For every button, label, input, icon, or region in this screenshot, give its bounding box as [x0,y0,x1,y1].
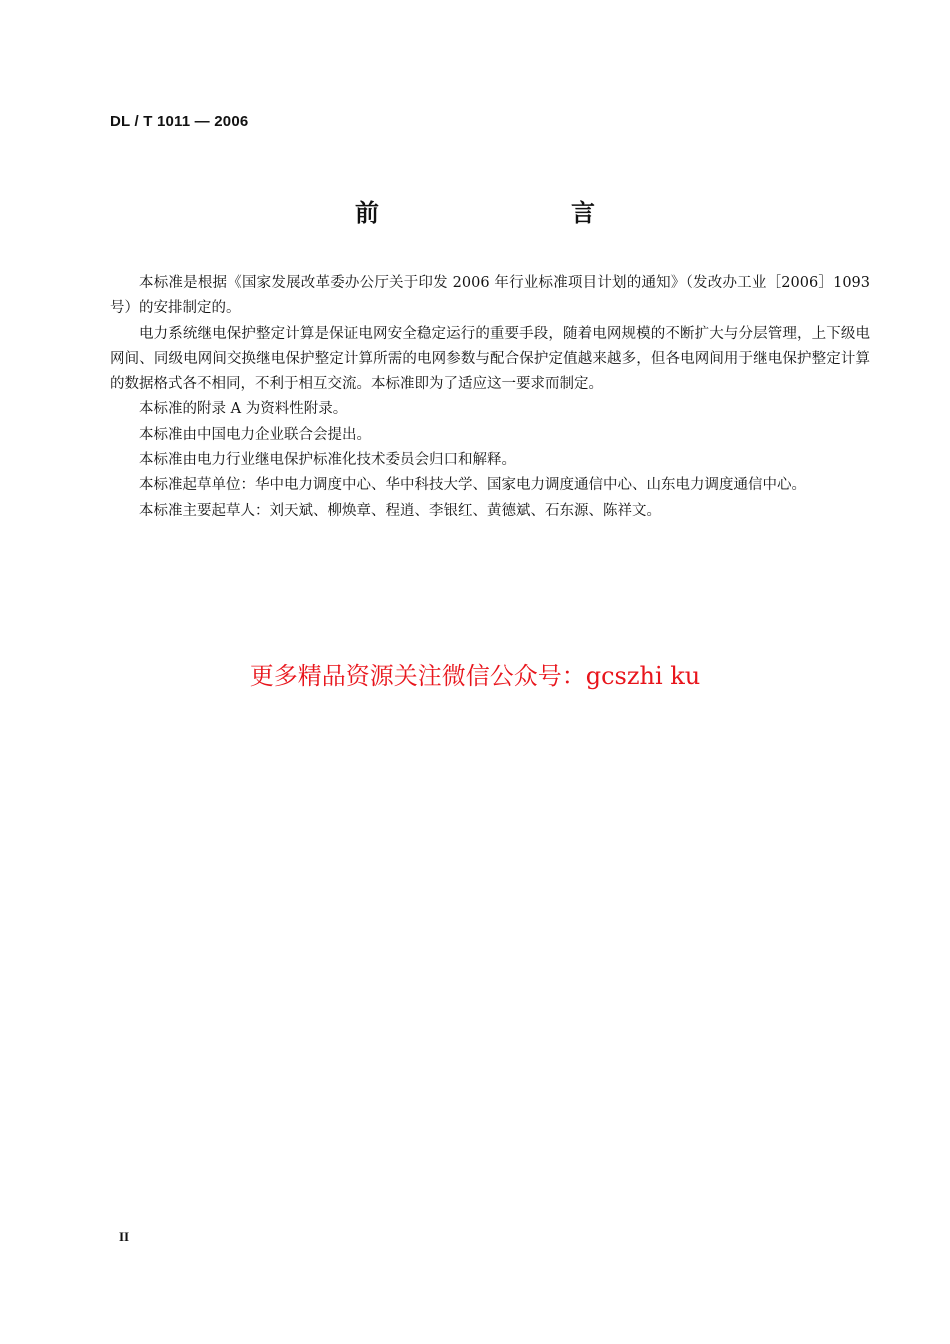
page-title: 前 言 [355,199,643,227]
paragraph-appendix: 本标准的附录 A 为资料性附录。 [139,401,348,418]
paragraph-proposer: 本标准由中国电力企业联合会提出。 [139,426,371,443]
paragraph-drafting-units: 本标准起草单位：华中电力调度中心、华中科技大学、国家电力调度通信中心、山东电力调度通信中心。 [139,477,806,494]
paragraph-drafters: 本标准主要起草人：刘天斌、柳焕章、程逍、李银红、黄德斌、石东源、陈祥文。 [139,502,661,519]
page-number: II [119,1229,130,1244]
paragraph-basis: 本标准是根据《国家发展改革委办公厅关于印发 2006 年行业标准项目计划的通知》（发改办工业［2006］1093 号）的安排制定的。 [110,275,870,317]
paragraph-purpose: 电力系统继电保护整定计算是保证电网安全稳定运行的重要手段，随着电网规模的不断扩大与分层管理，上下级电网间、同级电网间交换继电保护整定计算所需的电网参数与配合保护定值越来越多，但各电网间用于继电保护整定计算的数据格式各不相同，不利于相互交流。本标准即为了适应这一要求而制定。 [110,325,870,393]
paragraph-interpreter: 本标准由电力行业继电保护标准化技术委员会归口和解释。 [139,452,516,469]
watermark-notice: 更多精品资源关注微信公众号：gcszhi ku [249,662,701,690]
foreword-body [110,271,870,524]
standard-code: DL / T 1011 — 2006 [110,113,249,130]
